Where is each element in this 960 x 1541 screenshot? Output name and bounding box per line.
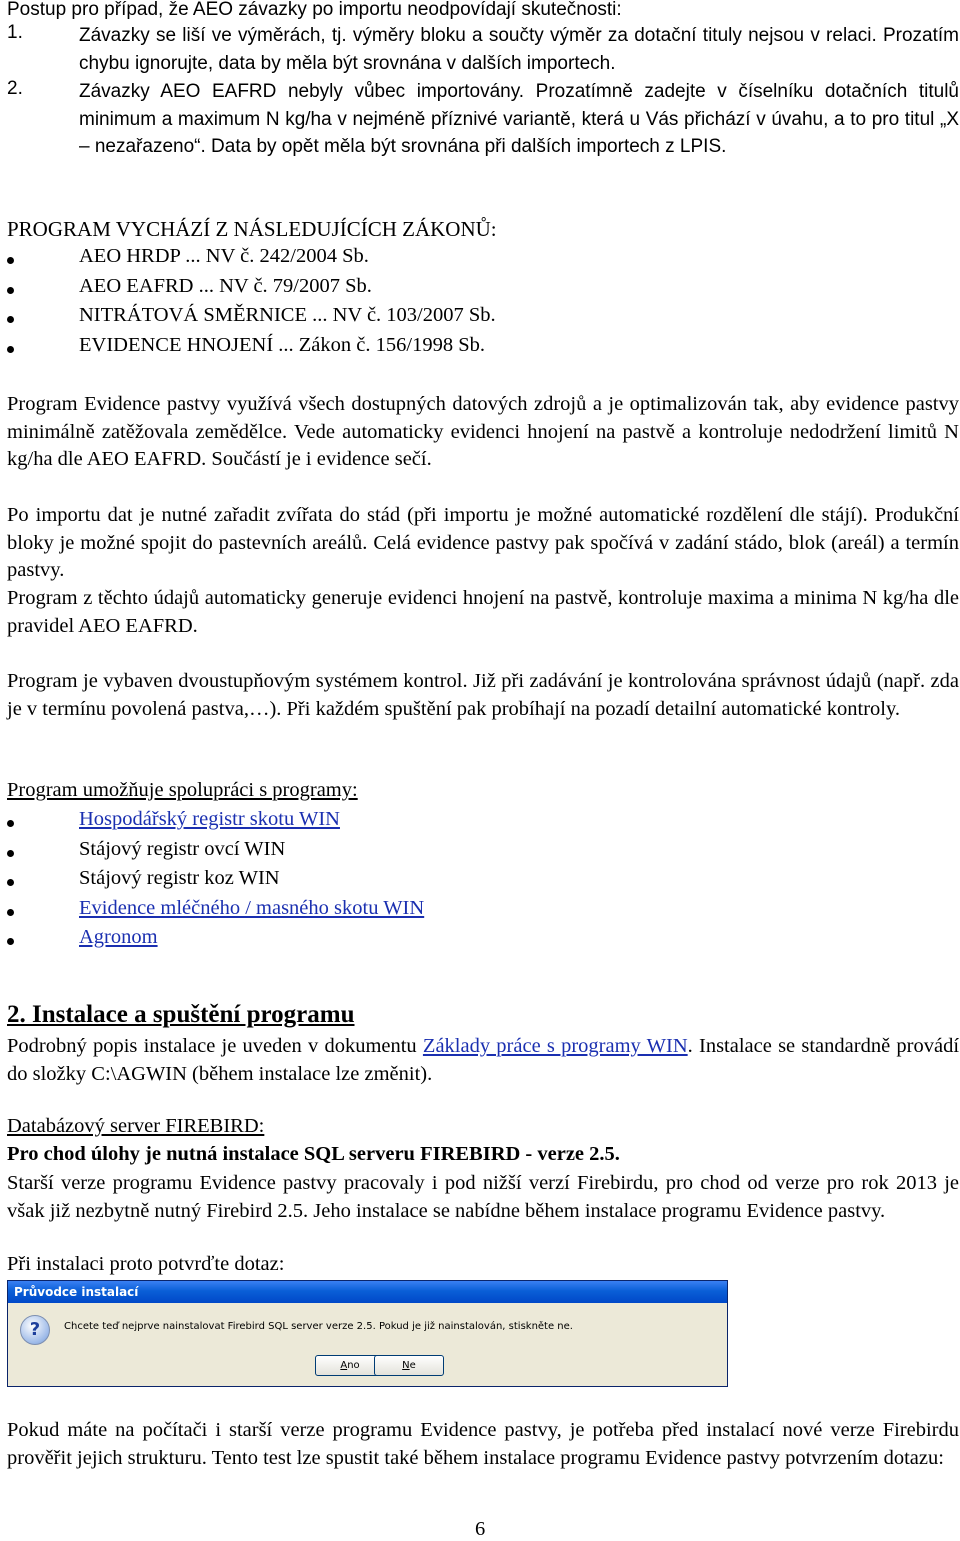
program-link[interactable]: Agronom <box>79 926 158 948</box>
no-button[interactable] <box>374 1355 444 1376</box>
list-item <box>7 334 959 364</box>
install-text: . Instalace se standardně provádí do složky C:\AGWIN (během instalace lze změnit). <box>7 1035 960 1085</box>
paragraph: Po importu dat je nutné zařadit zvířata do stád (při importu je možné automatické rozdělení dle stájí). Produkční bloky je možné spojit do pastevních areálů. Celá evidence pastvy pak spočívá v zadání stádo, blok (areál) a termín pastvy. <box>7 504 959 581</box>
install-dialog <box>7 1280 728 1387</box>
bullet-icon <box>7 287 14 294</box>
paragraph: Starší verze programu Evidence pastvy pracovaly i pod nižší verzí Firebirdu, pro chod od verze pro rok 2013 je však již nezbytně nutný Firebird 2.5. Jeho instalace se nabídne během instalace programu Evidence pastvy. <box>7 1172 959 1222</box>
paragraph: Program Evidence pastvy využívá všech dostupných datových zdrojů a je optimalizován tak, aby evidence pastvy minimálně zatěžovala zemědělce. Vede automaticky evidenci hnojení na pastvě a kontroluje nedodržení limitů N kg/ha dle AEO EAFRD. Součástí je i evidence sečí. <box>7 393 959 470</box>
list-item <box>7 245 959 275</box>
program-label: Stájový registr ovcí WIN <box>79 837 286 860</box>
list-item <box>7 897 959 927</box>
basics-doc-link[interactable]: Základy práce s programy WIN <box>422 1035 688 1057</box>
list-item <box>7 275 959 305</box>
program-label: Stájový registr koz WIN <box>79 867 280 889</box>
yes-accelerator: A <box>340 1360 348 1371</box>
paragraph: Program je vybaven dvoustupňovým systémem kontrol. Již při zadávání je kontrolována správnost údajů (např. zda je v termínu povolená pastva,…). Při každém spuštění pak probíhají na pozadí detailní automatické kontroly. <box>7 670 959 720</box>
bullet-icon <box>7 316 14 323</box>
dialog-title: Průvodce instalací <box>8 1281 727 1303</box>
coop-list <box>7 808 959 956</box>
bullet-icon <box>7 938 14 945</box>
confirm-line: Při instalaci proto potvrďte dotaz: <box>7 1253 285 1275</box>
yes-label: no <box>347 1360 360 1371</box>
numbered-item <box>7 78 959 161</box>
list-item <box>7 867 959 897</box>
item-text: Závazky se liší ve výměrách, tj. výměry bloku a součty výměr za dotační tituly nejsou v relaci. Prozatím chybu ignorujte, data by měla být srovnána v dalších importech. <box>79 25 959 74</box>
laws-heading: PROGRAM VYCHÁZÍ Z NÁSLEDUJÍCÍCH ZÁKONŮ: <box>7 217 497 241</box>
no-label: e <box>409 1360 416 1371</box>
question-icon: ? <box>20 1315 50 1345</box>
laws-list <box>7 245 959 363</box>
db-heading: Databázový server FIREBIRD: <box>7 1115 265 1137</box>
law-text: EVIDENCE HNOJENÍ ... Zákon č. 156/1998 Sb. <box>79 333 485 356</box>
db-requirement: Pro chod úlohy je nutná instalace SQL serveru FIREBIRD - verze 2.5. <box>7 1143 620 1165</box>
bullet-icon <box>7 820 14 827</box>
item-text: Závazky AEO EAFRD nebyly vůbec importovány. Prozatímně zadejte v číselníku dotačních titulů minimum a maximum N kg/ha v nejméně příznivé variantě, která u Vás přichází v úvahu, a to pro titul „X – nezařazeno“. Data by opět měla být srovnána při dalších importech z LPIS. <box>79 81 959 157</box>
coop-heading: Program umožňuje spolupráci s programy: <box>7 779 358 801</box>
dialog-message: Chcete teď nejprve nainstalovat Firebird SQL server verze 2.5. Pokud je již nainstalován, stiskněte ne. <box>64 1321 573 1332</box>
list-item <box>7 304 959 334</box>
item-number: 2. <box>7 78 23 99</box>
list-item <box>7 838 959 868</box>
bullet-icon <box>7 346 14 353</box>
paragraph: Pokud máte na počítači i starší verze programu Evidence pastvy, je potřeba před instalací nové verze Firebirdu prověřit jejich strukturu. Tento test lze spustit také během instalace programu Evidence pastvy potvrzením dotazu: <box>7 1419 959 1469</box>
law-text: AEO EAFRD ... NV č. 79/2007 Sb. <box>79 274 372 297</box>
install-paragraph <box>7 1033 959 1088</box>
program-link[interactable]: Evidence mléčného / masného skotu WIN <box>79 896 425 919</box>
no-accelerator: N <box>402 1360 410 1371</box>
law-text: NITRÁTOVÁ SMĚRNICE ... NV č. 103/2007 Sb. <box>79 304 496 326</box>
program-link[interactable]: Hospodářský registr skotu WIN <box>79 808 340 830</box>
list-item <box>7 926 959 956</box>
paragraph: Program z těchto údajů automaticky generuje evidenci hnojení na pastvě, kontroluje maxima a minima N kg/ha dle pravidel AEO EAFRD. <box>7 587 959 637</box>
install-text: Podrobný popis instalace je uveden v dokumentu <box>7 1035 423 1057</box>
bullet-icon <box>7 257 14 264</box>
intro-line: Postup pro případ, že AEO závazky po importu neodpovídají skutečnosti: <box>7 0 622 20</box>
item-number: 1. <box>7 22 23 43</box>
bullet-icon <box>7 879 14 886</box>
bullet-icon <box>7 909 14 916</box>
section-title: 2. Instalace a spuštění programu <box>7 1001 355 1028</box>
list-item <box>7 808 959 838</box>
bullet-icon <box>7 850 14 857</box>
law-text: AEO HRDP ... NV č. 242/2004 Sb. <box>79 245 369 267</box>
numbered-item <box>7 22 959 77</box>
page-number: 6 <box>475 1518 486 1540</box>
